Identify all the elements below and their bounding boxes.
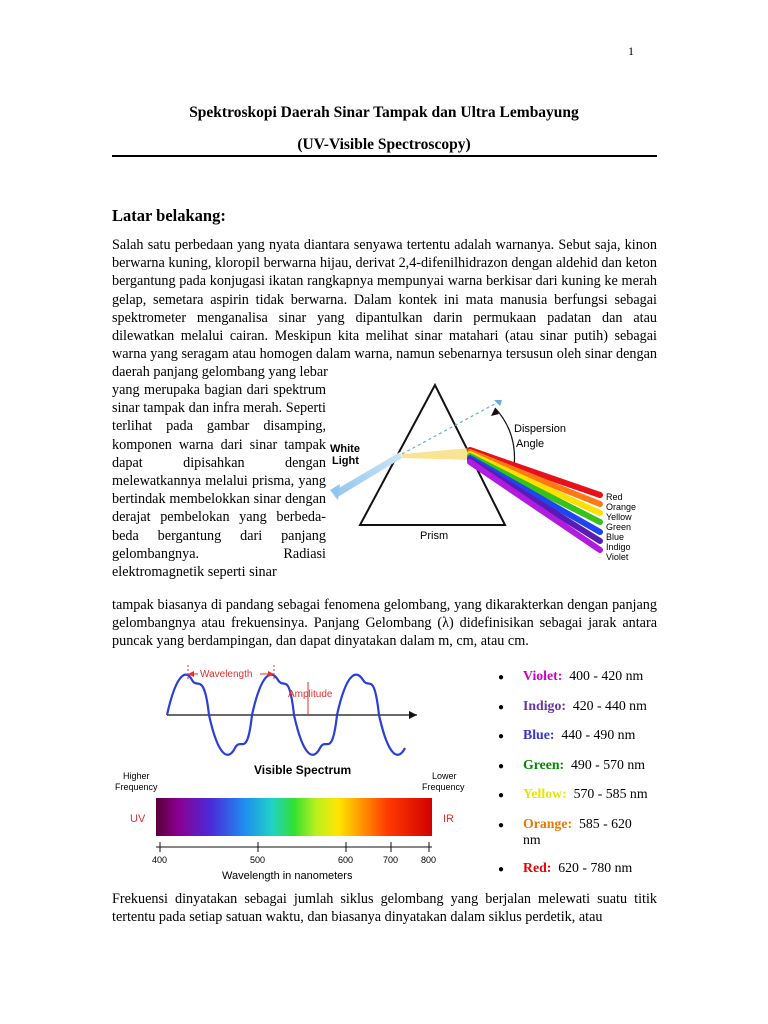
- color-range: 620 - 780 nm: [551, 859, 633, 875]
- color-range-item: [498, 698, 668, 728]
- color-range-item: [498, 757, 668, 787]
- spectrum-figure: [112, 660, 465, 882]
- color-range-item: [498, 786, 668, 816]
- color-range: 400 - 420 nm: [562, 668, 644, 683]
- bullet-icon: ●: [498, 819, 505, 831]
- color-labels: [606, 492, 636, 562]
- document-subtitle: (UV-Visible Spectroscopy): [297, 136, 471, 153]
- color-range: 490 - 570 nm: [564, 756, 645, 772]
- tick-600: 600: [338, 855, 354, 865]
- paragraph-intro: Salah satu perbedaan yang nyata diantara senyawa tertentu adalah warnanya. Sebut saja, kinon berwarna kuning, kloropil berwarna hijau, derivat 2,4-difenilhidrazon dengan aldehid dan keton bergantung pada konjugasi ikatan rangkapnya mempunyai warna berkisar dari kuning ke merah gelap, semetara aspirin tidak berwarna. Dalam kontek ini mata manusia berfungsi sebagai spektrometer menganalisa sinar yang dipantulkan darin permukaan padatan dan atau dilewatkan melalui cairan. Meskipun kita melihat sinar matahari (atau sinar putih) sebagai warna yang seragam atau homogen dalam warna, namun sebenarnya tersusun oleh sinar dengan daerah panjang gelombang yang lebar: [112, 237, 657, 381]
- bullet-icon: ●: [498, 731, 505, 742]
- color-range: 570 - 585 nm: [566, 786, 648, 801]
- paragraph-frequency: Frekuensi dinyatakan sebagai jumlah siklus gelombang yang berjalan melewati suatu titik tertentu pada setiap satuan waktu, dan biasanya dinyatakan dalam siklus perdetik, atau: [112, 891, 657, 926]
- color-range-list: [498, 668, 668, 889]
- page-number: 1: [628, 44, 634, 58]
- color-range: 440 - 490 nm: [554, 727, 636, 742]
- color-range: 420 - 440 nm: [565, 697, 647, 713]
- color-name: Blue:: [523, 727, 555, 742]
- svg-text:Light: Light: [332, 455, 359, 467]
- color-range: 585 - 620: [572, 815, 632, 831]
- bullet-icon: ●: [498, 672, 505, 683]
- color-label-violet: Violet: [606, 552, 629, 562]
- document-title: Spektroskopi Daerah Sinar Tampak dan Ultra Lembayung: [189, 104, 579, 121]
- paragraph-prism: yang merupaka bagian dari spektrum sinar tampak dan infra merah. Seperti terlihat pada gambar disamping, komponen warna dari sinar tampak dapat dipisahkan dengan melewatkannya melalui prisma, yang bertindak membelokkan sinar dengan derajat pembelokan yang berbeda-beda bergantung dari panjang gelombangnya. Radiasi elektromagnetik seperti sinar: [112, 382, 326, 581]
- title-rule: [112, 155, 657, 157]
- svg-text:Frequency: Frequency: [115, 782, 158, 792]
- section-heading: Latar belakang:: [112, 206, 226, 225]
- white-light-label: White: [330, 443, 360, 455]
- color-label-green: Green: [606, 522, 632, 532]
- color-name: Green:: [523, 756, 565, 772]
- higher-frequency-label: Higher: [123, 771, 150, 781]
- uv-label: UV: [130, 813, 146, 825]
- bullet-icon: ●: [498, 760, 505, 772]
- color-range-item: [498, 816, 668, 860]
- color-name: Violet:: [523, 668, 563, 683]
- color-label-red: Red: [606, 492, 623, 502]
- lower-frequency-label: Lower: [432, 771, 457, 781]
- bullet-icon: ●: [498, 790, 505, 801]
- tick-400: 400: [152, 855, 168, 865]
- color-range-item: [498, 668, 668, 698]
- color-name: Indigo:: [523, 697, 566, 713]
- tick-700: 700: [383, 855, 399, 865]
- spectrum-bar: [156, 798, 432, 836]
- bullet-icon: ●: [498, 701, 505, 713]
- color-label-blue: Blue: [606, 532, 625, 542]
- paragraph-wavelength: tampak biasanya di pandang sebagai fenomena gelombang, yang dikarakterkan dengan panjang gelombangnya atau frekuensinya. Panjang Gelombang (λ) didefinisikan sebagai jarak antara puncak yang berdampingan, dan dapat dinyatakan dalam m, cm, atau cm.: [112, 597, 657, 650]
- tick-800: 800: [421, 855, 437, 865]
- color-label-yellow: Yellow: [606, 512, 632, 522]
- color-name: Orange:: [523, 815, 573, 831]
- color-label-indigo: Indigo: [606, 542, 631, 552]
- nm-axis-label: Wavelength in nanometers: [222, 870, 353, 882]
- svg-text:Angle: Angle: [516, 438, 545, 450]
- color-range-item: [498, 860, 668, 890]
- color-range-unit: nm: [523, 831, 541, 847]
- wavelength-label: Wavelength: [200, 669, 253, 680]
- color-range-item: [498, 727, 668, 757]
- prism-label: Prism: [420, 530, 449, 542]
- ir-label: IR: [443, 813, 454, 825]
- bullet-icon: ●: [498, 863, 505, 875]
- svg-text:Frequency: Frequency: [422, 782, 465, 792]
- prism-figure: [330, 380, 660, 580]
- amplitude-label: Amplitude: [288, 689, 333, 700]
- tick-500: 500: [250, 855, 266, 865]
- dispersion-label: Dispersion: [514, 423, 566, 435]
- color-label-orange: Orange: [606, 502, 637, 512]
- nm-ticks: [152, 855, 436, 865]
- color-name: Yellow:: [523, 786, 567, 801]
- spectrum-title: Visible Spectrum: [254, 763, 352, 777]
- color-name: Red:: [523, 859, 552, 875]
